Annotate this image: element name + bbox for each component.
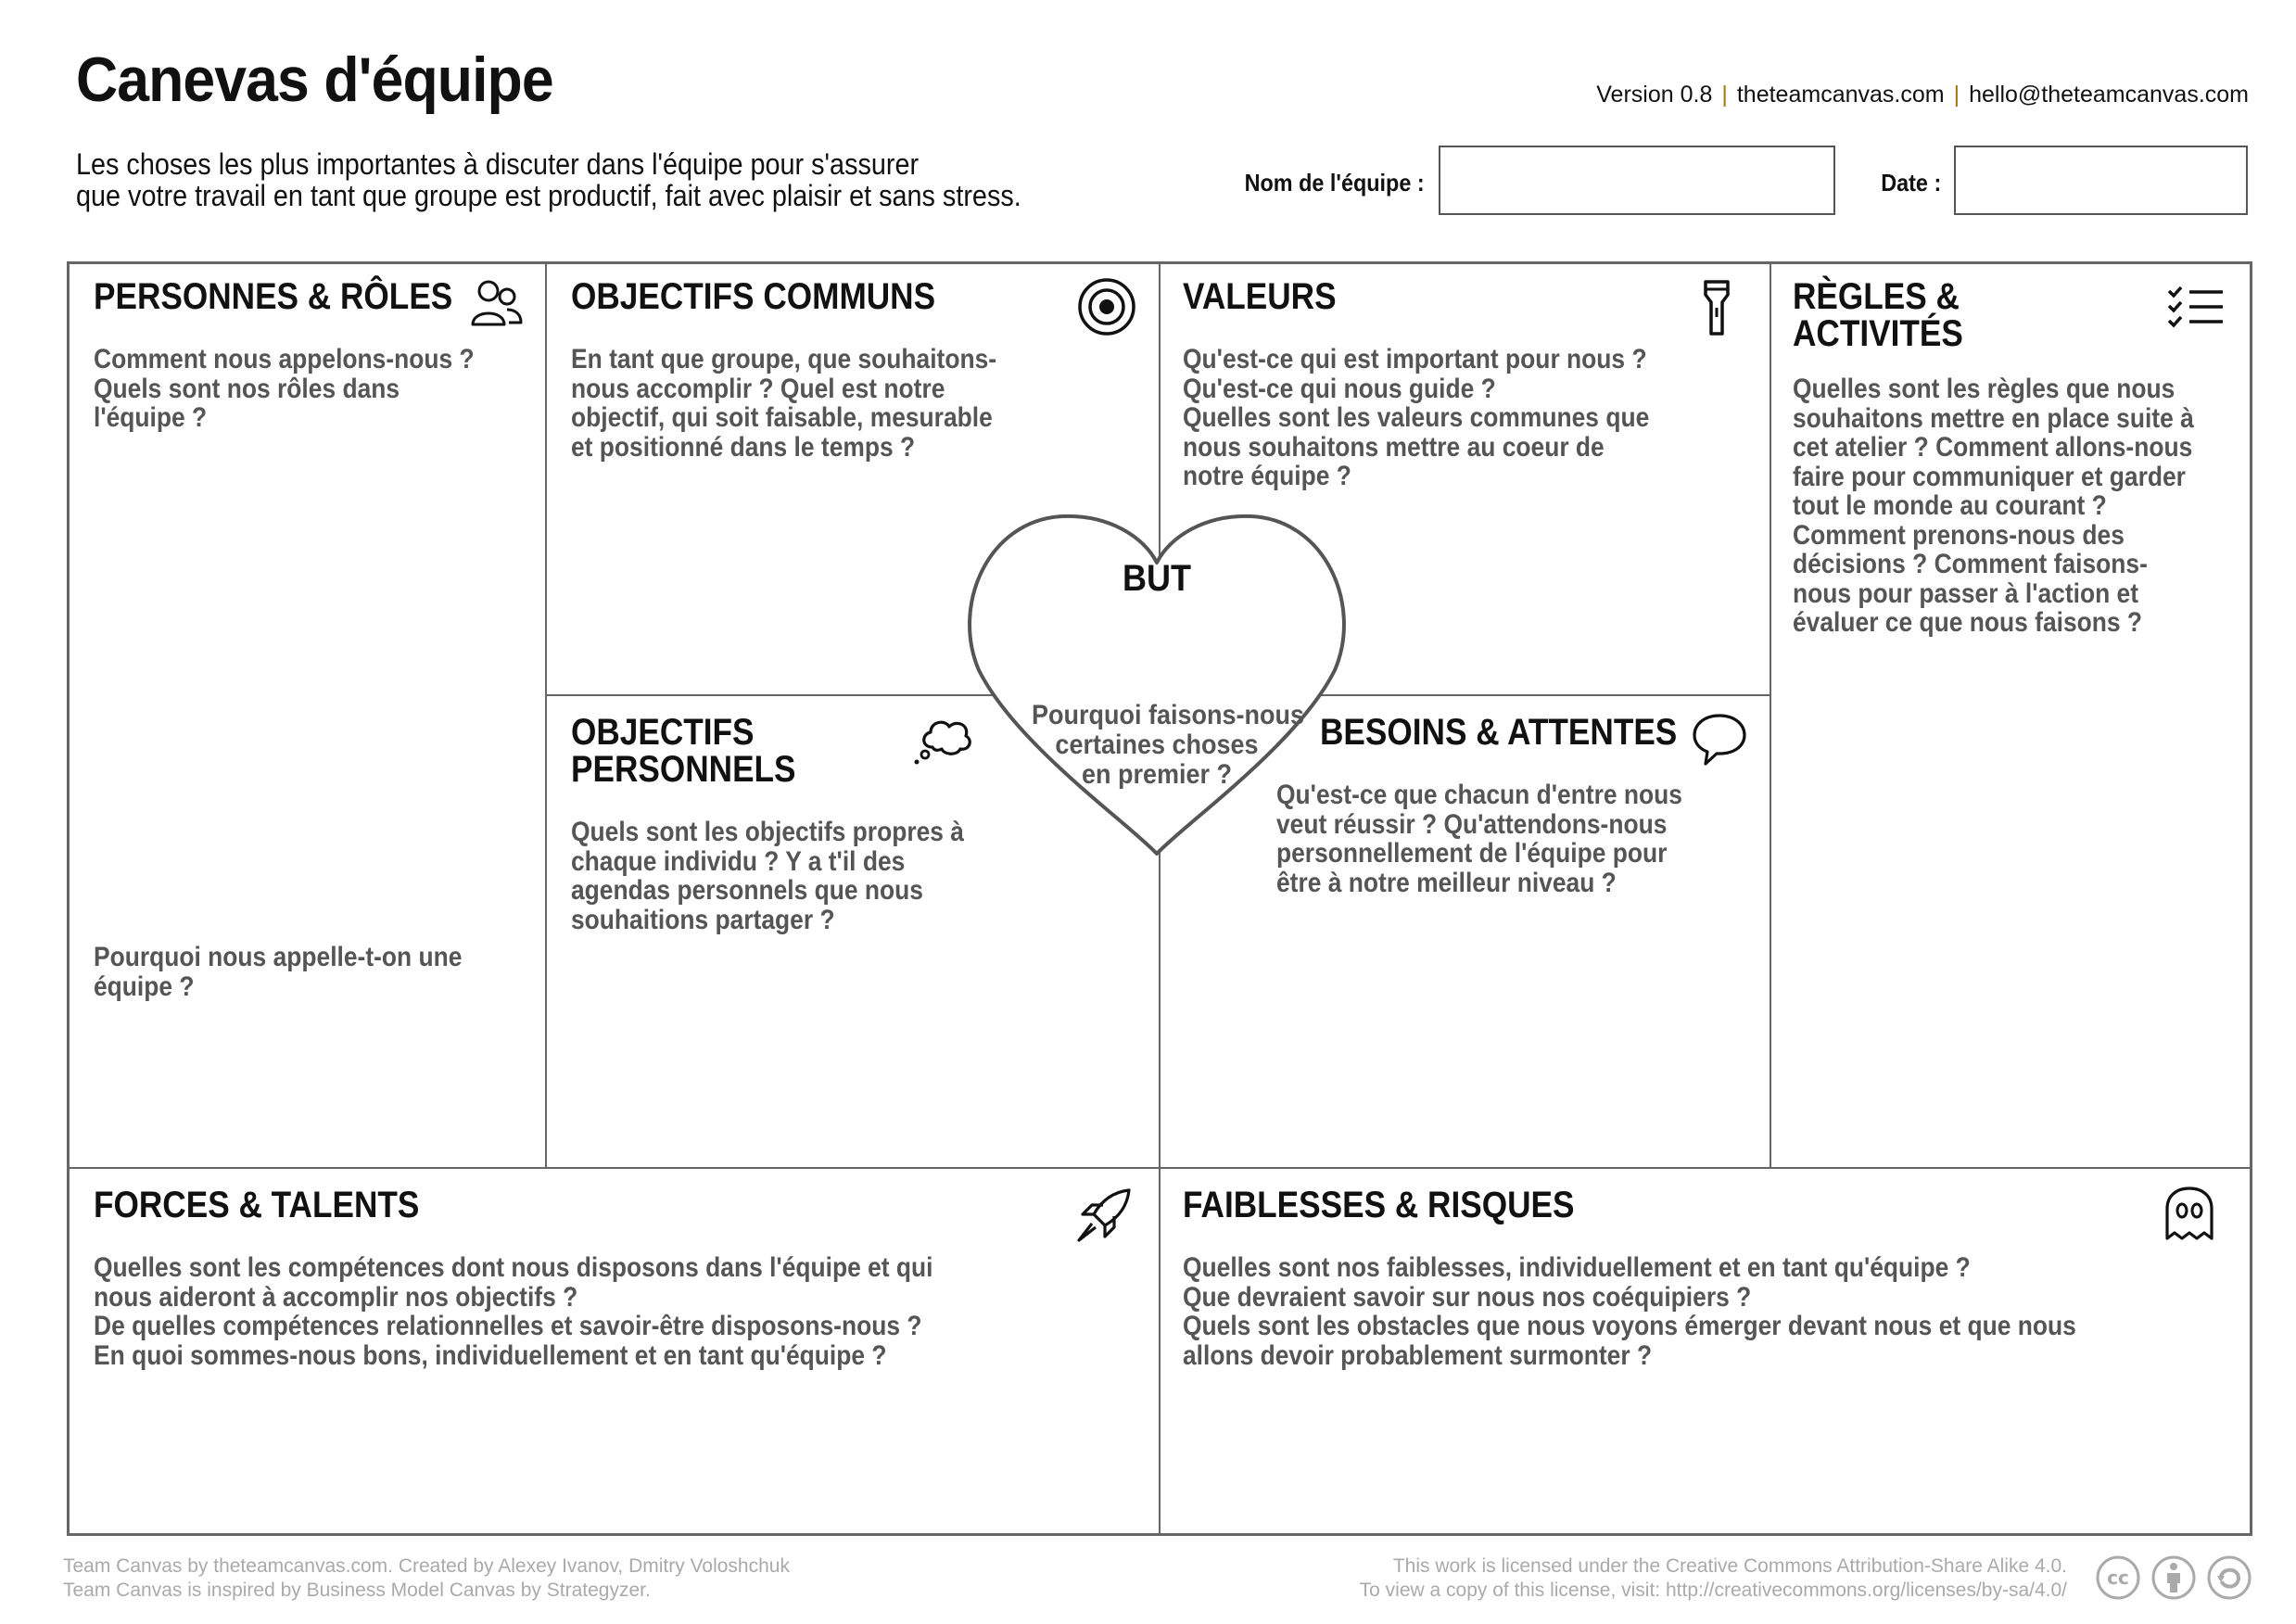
ghost-icon	[2162, 1185, 2217, 1244]
footer-credits	[63, 1554, 790, 1603]
date-field[interactable]	[1954, 146, 2248, 215]
section-title: VALEURS	[1183, 276, 1337, 317]
checklist-icon	[2167, 285, 2225, 330]
prompt-line: certaines choses	[1055, 730, 1259, 760]
prompt-line: et positionné dans le temps ?	[571, 431, 916, 463]
footer-license	[1360, 1554, 2067, 1603]
prompt-line: faire pour communiquer et garder	[1793, 461, 2186, 492]
share-alike-icon	[2209, 1557, 2250, 1598]
date-label: Date :	[1880, 169, 1941, 197]
prompt-line: Que devraient savoir sur nous nos coéquipiers ?	[1183, 1281, 1752, 1313]
prompt-line: Qu'est-ce qui est important pour nous ?	[1183, 344, 1647, 374]
divider	[70, 1167, 2250, 1169]
prompt-line: Quels sont les obstacles que nous voyons émerger devant nous et que nous	[1183, 1311, 2076, 1341]
target-icon	[1076, 276, 1137, 337]
prompt-line: Qu'est-ce que chacun d'entre nous	[1276, 780, 1682, 810]
prompt-line: objectif, qui soit faisable, mesurable	[571, 402, 993, 433]
divider	[1159, 264, 1161, 1536]
header-meta	[1596, 82, 2249, 108]
prompt-line: agendas personnels que nous	[571, 875, 923, 906]
prompt-line: Quelles sont les règles que nous	[1793, 374, 2175, 404]
team-name-field[interactable]	[1439, 146, 1835, 215]
prompt-line: allons devoir probablement surmonter ?	[1183, 1339, 1653, 1371]
prompt-line: Pourquoi nous appelle-t-on une	[94, 942, 463, 972]
section-prompt	[94, 1253, 933, 1370]
section-prompt	[571, 345, 996, 462]
prompt-line: chaque individu ? Y a t'il des	[571, 845, 906, 877]
prompt-line: souhaitons mettre en place suite à	[1793, 402, 2194, 434]
subtitle-line: que votre travail en tant que groupe est productif, fait avec plaisir et sans stress.	[76, 179, 1021, 212]
prompt-line: nous aideront à accomplir nos objectifs ?	[94, 1281, 578, 1313]
prompt-line: évaluer ce que nous faisons ?	[1793, 607, 2143, 638]
prompt-line: souhaitions partager ?	[571, 904, 835, 935]
title-line: PERSONNELS	[571, 749, 796, 790]
prompt-line: Quelles sont nos faiblesses, individuellement et en tant qu'équipe ?	[1183, 1252, 1971, 1283]
prompt-line: notre équipe ?	[1183, 461, 1351, 491]
section-prompt	[1183, 1253, 2076, 1370]
prompt-line: En quoi sommes-nous bons, individuellement et en tant qu'équipe ?	[94, 1339, 887, 1371]
prompt-line: Comment nous appelons-nous ?	[94, 344, 475, 374]
flashlight-icon	[1698, 278, 1735, 339]
section-title: PERSONNES & RÔLES	[94, 276, 453, 317]
rocket-icon	[1075, 1186, 1133, 1244]
section-prompt	[94, 345, 475, 433]
prompt-line: De quelles compétences relationnelles et savoir-être disposons-nous ?	[94, 1311, 922, 1341]
prompt-line: Quels sont les objectifs propres à	[571, 817, 964, 847]
prompt-line: Qu'est-ce qui nous guide ?	[1183, 373, 1496, 404]
people-icon	[470, 278, 524, 328]
separator: |	[1721, 82, 1728, 108]
prompt-line: Quelles sont les compétences dont nous disposons dans l'équipe et qui	[94, 1252, 933, 1283]
prompt-line: en premier ?	[1081, 759, 1233, 790]
title-line: OBJECTIFS	[571, 712, 755, 753]
page-title: Canevas d'équipe	[76, 44, 553, 115]
speech-bubble-icon	[1691, 712, 1748, 768]
footer-line: Team Canvas by theteamcanvas.com. Created by Alexey Ivanov, Dmitry Voloshchuk	[63, 1555, 790, 1577]
prompt-line: l'équipe ?	[94, 402, 208, 433]
section-title: BESOINS & ATTENTES	[1320, 712, 1678, 753]
prompt-line: nous souhaitons mettre au coeur de	[1183, 431, 1605, 463]
footer-line: Team Canvas is inspired by Business Model Canvas by Strategyzer.	[63, 1580, 651, 1601]
subtitle-line: Les choses les plus importantes à discuter dans l'équipe pour s'assurer	[76, 147, 920, 181]
cc-icon	[2098, 1557, 2138, 1598]
section-title: FAIBLESSES & RISQUES	[1183, 1185, 1575, 1225]
section-title: OBJECTIFS COMMUNS	[571, 276, 936, 317]
section-prompt-bottom	[94, 943, 462, 1001]
section-prompt	[571, 818, 964, 934]
prompt-line: tout le monde au courant ?	[1793, 490, 2107, 521]
prompt-line: équipe ?	[94, 971, 195, 1002]
email-link[interactable]: hello@theteamcanvas.com	[1969, 82, 2249, 108]
version-label: Version 0.8	[1596, 82, 1713, 108]
page-subtitle	[76, 148, 1021, 211]
website-link[interactable]: theteamcanvas.com	[1736, 82, 1945, 108]
divider	[1770, 264, 1771, 1167]
prompt-line: Pourquoi faisons-nous	[1032, 700, 1305, 730]
section-title	[1793, 278, 1963, 352]
title-line: RÈGLES &	[1793, 276, 1960, 317]
prompt-line: cet atelier ? Comment allons-nous	[1793, 432, 2193, 463]
section-prompt	[1183, 345, 1649, 491]
attribution-icon	[2153, 1557, 2194, 1598]
prompt-line: être à notre meilleur niveau ?	[1276, 867, 1617, 898]
license-icons[interactable]	[2094, 1554, 2253, 1602]
prompt-line: nous pour passer à l'action et	[1793, 577, 2139, 609]
prompt-line: Quelles sont les valeurs communes que	[1183, 402, 1650, 433]
prompt-line: veut réussir ? Qu'attendons-nous	[1276, 808, 1668, 840]
section-title	[571, 714, 796, 788]
divider	[545, 264, 547, 1167]
prompt-line: En tant que groupe, que souhaitons-	[571, 344, 997, 374]
section-title: BUT	[1123, 558, 1191, 599]
section-prompt	[1793, 374, 2194, 638]
title-line: ACTIVITÉS	[1793, 313, 1963, 354]
prompt-line: Comment prenons-nous des	[1793, 519, 2125, 551]
team-name-label: Nom de l'équipe :	[1244, 169, 1425, 197]
footer-line: To view a copy of this license, visit: http://creativecommons.org/licenses/by-sa/4.0/	[1359, 1580, 2067, 1601]
prompt-line: nous accomplir ? Quel est notre	[571, 373, 945, 404]
section-title: FORCES & TALENTS	[94, 1185, 420, 1225]
prompt-line: Quels sont nos rôles dans	[94, 373, 400, 404]
separator: |	[1953, 82, 1960, 108]
prompt-line: décisions ? Comment faisons-	[1793, 549, 2148, 579]
footer-line: This work is licensed under the Creative Commons Attribution-Share Alike 4.0.	[1392, 1555, 2067, 1577]
section-prompt	[1032, 700, 1305, 790]
cc-icon-text: cc	[2107, 1567, 2129, 1589]
prompt-line: personnellement de l'équipe pour	[1276, 838, 1668, 869]
